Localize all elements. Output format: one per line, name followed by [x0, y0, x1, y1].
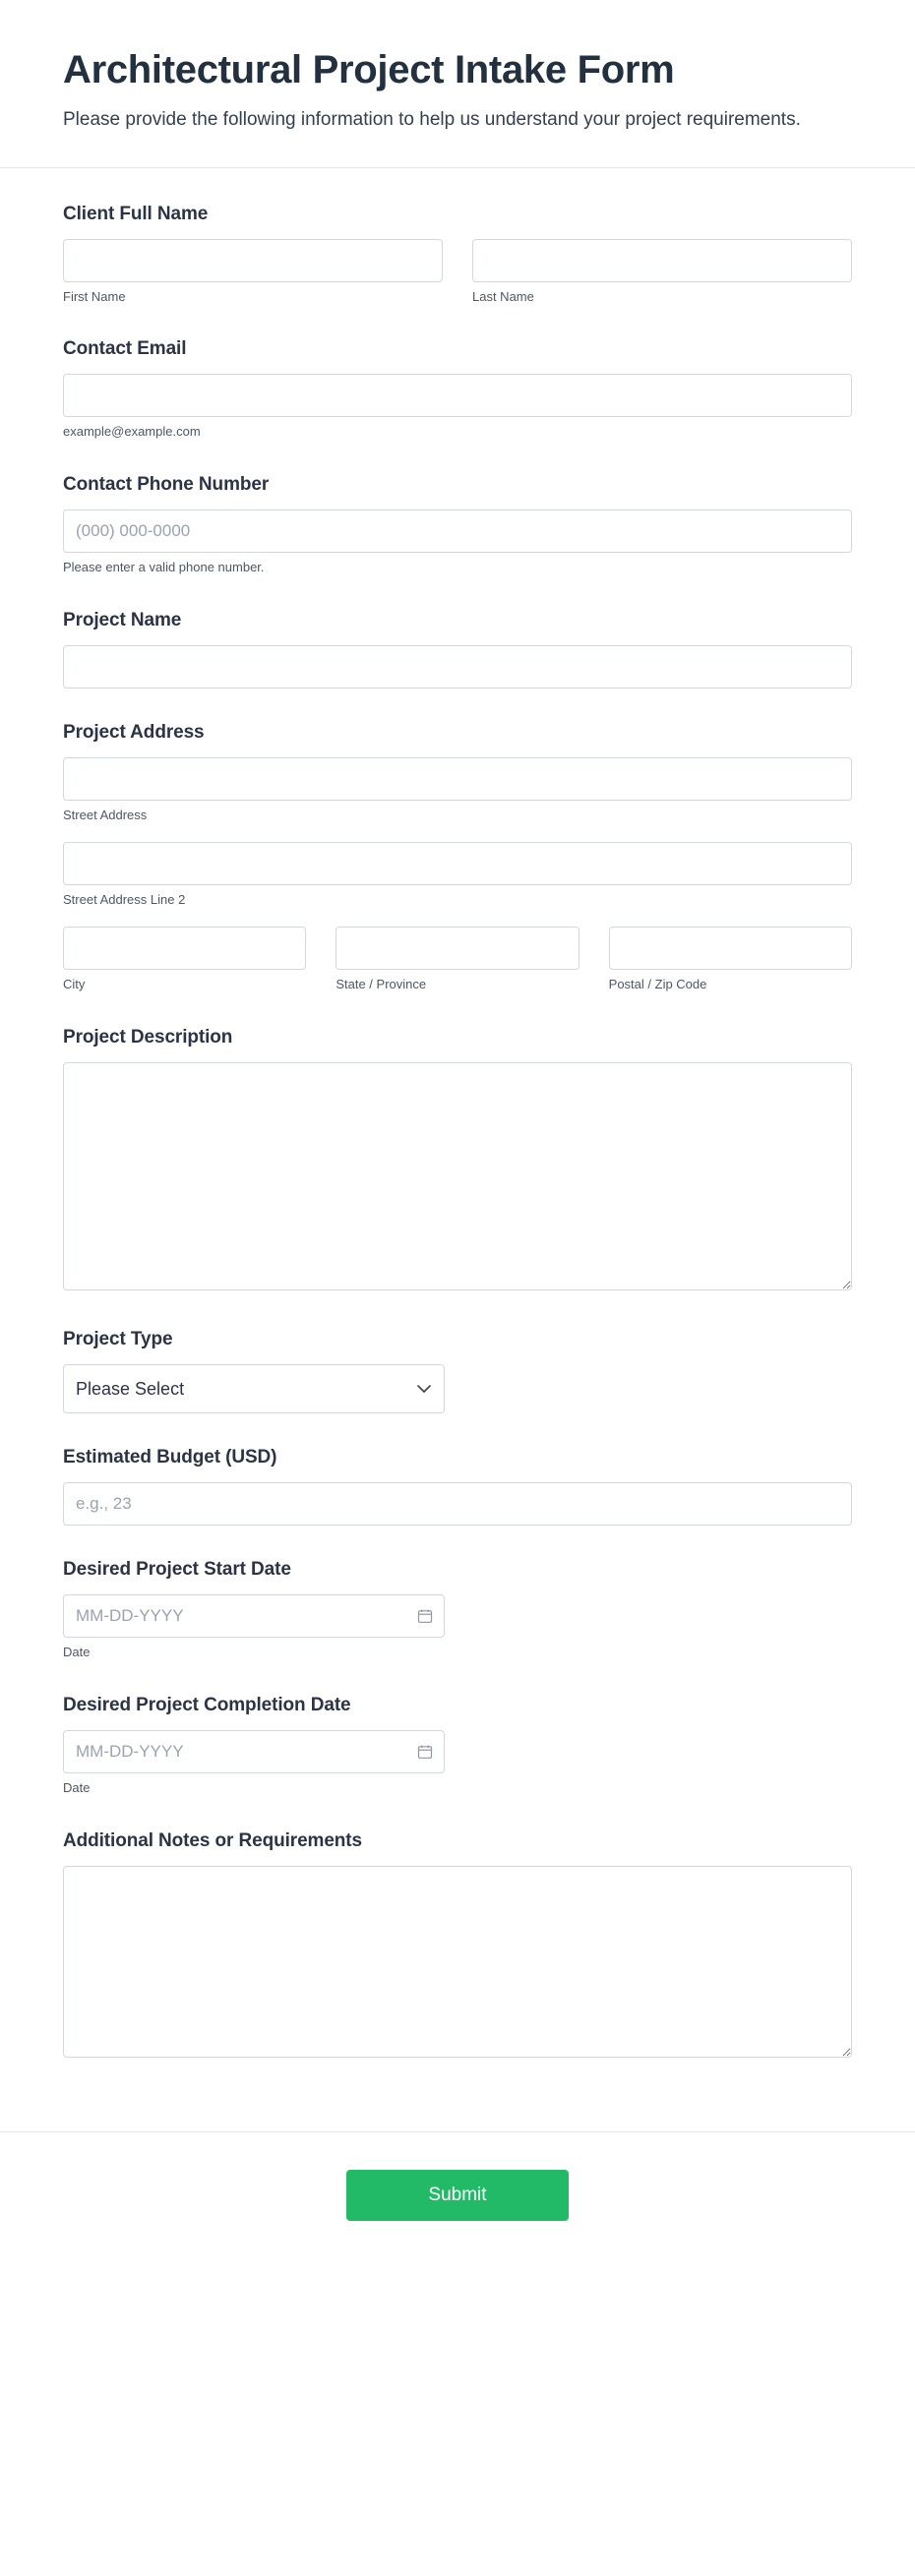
postal-zip-input[interactable] — [609, 927, 852, 970]
street-address-sublabel: Street Address — [63, 808, 148, 823]
field-completion-date — [63, 1695, 852, 1797]
field-project-description — [63, 1027, 852, 1295]
start-date-sublabel: Date — [63, 1644, 91, 1659]
city-sublabel: City — [63, 977, 86, 991]
start-date-label: Desired Project Start Date — [63, 1558, 291, 1580]
submit-button[interactable]: Submit — [346, 2170, 569, 2221]
form-header — [0, 0, 915, 168]
address-city-state-zip-row — [63, 927, 852, 993]
client-full-name-label: Client Full Name — [63, 203, 209, 224]
additional-notes-textarea[interactable] — [63, 1866, 852, 2058]
postal-zip-sublabel: Postal / Zip Code — [608, 977, 707, 991]
project-address-label: Project Address — [63, 722, 205, 744]
contact-phone-input[interactable] — [63, 509, 852, 553]
completion-date-input[interactable] — [63, 1730, 445, 1773]
start-date-input[interactable] — [63, 1594, 445, 1638]
project-type-select-wrap[interactable] — [63, 1364, 445, 1413]
field-additional-notes — [63, 1830, 852, 2063]
field-contact-phone — [63, 474, 852, 576]
form-footer — [0, 2131, 915, 2272]
field-project-name — [63, 610, 852, 689]
street-address-line2-sublabel: Street Address Line 2 — [63, 892, 186, 908]
project-type-select[interactable] — [63, 1364, 445, 1413]
project-name-label: Project Name — [63, 610, 182, 631]
page-title: Architectural Project Intake Form — [63, 48, 675, 91]
first-name-group — [63, 239, 443, 306]
field-client-full-name — [63, 204, 852, 306]
completion-date-label: Desired Project Completion Date — [63, 1694, 351, 1715]
street-address-input[interactable] — [63, 757, 852, 801]
field-project-address — [63, 722, 852, 993]
first-name-input[interactable] — [63, 239, 443, 282]
additional-notes-label: Additional Notes or Requirements — [63, 1829, 363, 1851]
contact-email-label: Contact Email — [63, 338, 187, 360]
start-date-wrap — [63, 1594, 445, 1638]
completion-date-wrap — [63, 1730, 445, 1773]
state-group — [336, 927, 579, 993]
form-body — [0, 168, 915, 2106]
street-address-line2-input[interactable] — [63, 842, 852, 885]
field-start-date — [63, 1559, 852, 1661]
last-name-input[interactable] — [472, 239, 852, 282]
first-name-sublabel: First Name — [63, 288, 126, 304]
completion-date-sublabel: Date — [63, 1779, 91, 1795]
last-name-group — [472, 239, 852, 306]
city-group — [63, 927, 306, 993]
contact-email-sublabel: example@example.com — [63, 424, 201, 440]
state-province-sublabel: State / Province — [336, 977, 427, 991]
field-contact-email — [63, 338, 852, 441]
zip-group — [609, 927, 852, 993]
estimated-budget-label: Estimated Budget (USD) — [63, 1446, 277, 1468]
estimated-budget-input[interactable] — [63, 1482, 852, 1526]
field-project-type — [63, 1329, 852, 1413]
state-province-input[interactable] — [336, 927, 579, 970]
project-name-input[interactable] — [63, 645, 852, 689]
city-input[interactable] — [63, 927, 306, 970]
contact-email-input[interactable] — [63, 374, 852, 417]
contact-phone-sublabel: Please enter a valid phone number. — [63, 560, 265, 575]
project-description-label: Project Description — [63, 1026, 233, 1048]
field-estimated-budget — [63, 1447, 852, 1526]
client-name-row — [63, 239, 852, 306]
last-name-sublabel: Last Name — [472, 288, 534, 304]
contact-phone-label: Contact Phone Number — [63, 474, 270, 496]
form-subtitle: Please provide the following information to help us understand your project requirements. — [63, 109, 801, 130]
project-description-textarea[interactable] — [63, 1062, 852, 1290]
project-type-label: Project Type — [63, 1328, 173, 1349]
